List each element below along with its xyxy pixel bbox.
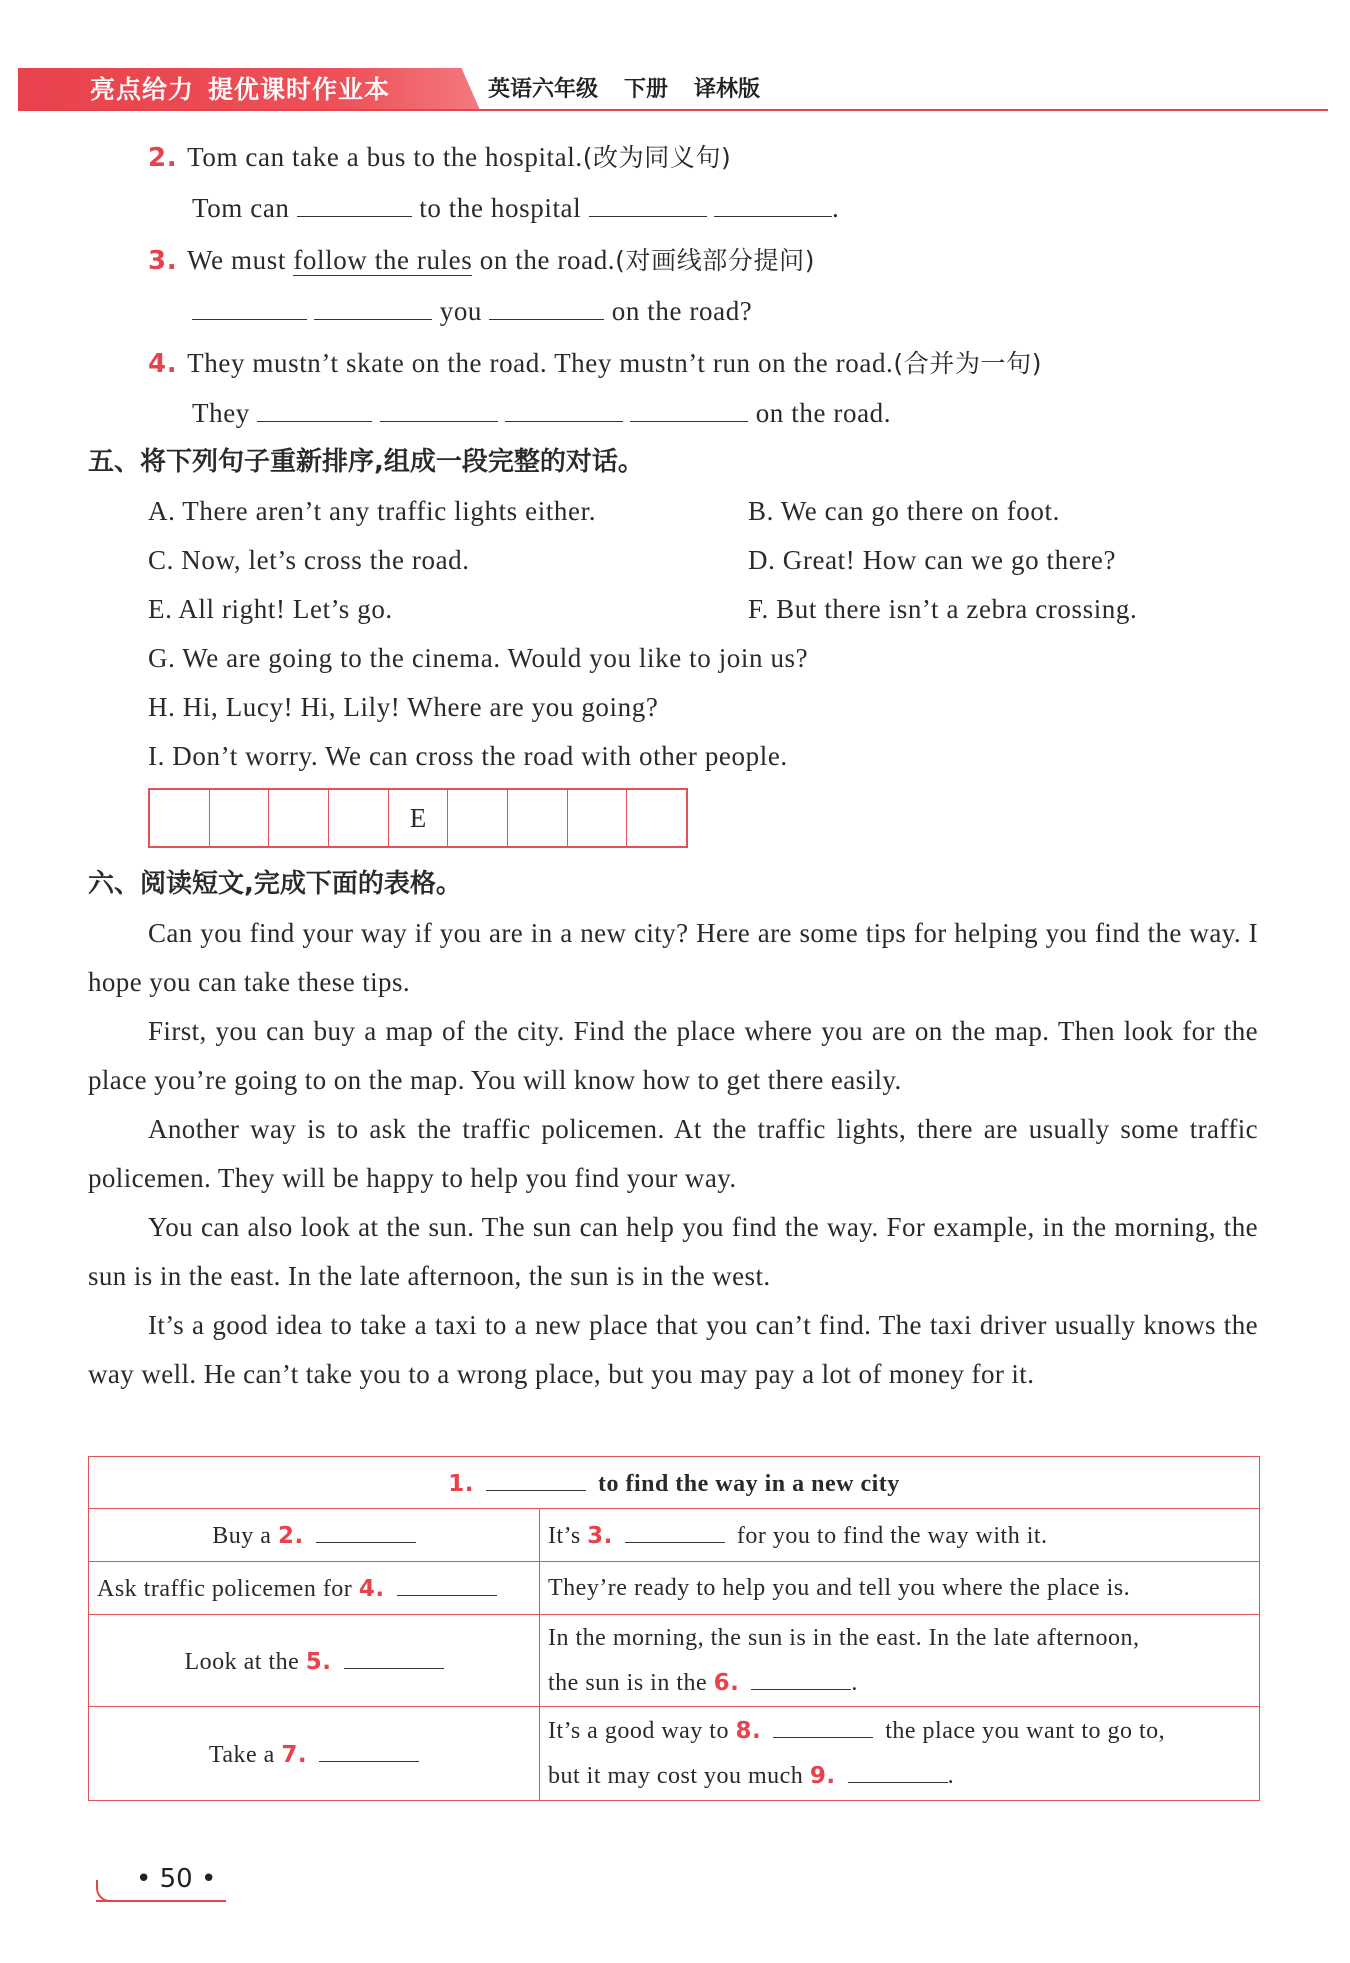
order-cell[interactable] <box>568 790 628 846</box>
cell-text: . <box>947 1762 955 1789</box>
answer-text: Tom can <box>192 193 290 223</box>
reading-paragraph: First, you can buy a map of the city. Find the place where you are on the map. Then look for the place you’re going to on the map. You will know how to get there easily. <box>88 1016 1258 1095</box>
blank-number: 1. <box>448 1470 474 1497</box>
header-volume: 下册 <box>624 77 669 102</box>
dialogue-option-a: A. There aren’t any traffic lights either. <box>148 496 597 526</box>
cell-text: for you to find the way with it. <box>736 1523 1048 1549</box>
tips-table <box>88 1456 1260 1801</box>
answer-blank[interactable] <box>714 190 832 217</box>
answer-blank[interactable] <box>316 1520 416 1543</box>
order-cell[interactable] <box>210 790 270 846</box>
answer-text: to the hospital <box>419 193 582 223</box>
blank-number: 5. <box>305 1648 332 1675</box>
cell-text: Look at the <box>184 1648 300 1675</box>
blank-number: 2. <box>277 1523 304 1549</box>
answer-blank[interactable] <box>751 1667 851 1690</box>
order-cell[interactable] <box>627 790 686 846</box>
page-number: • 50 • <box>136 1864 217 1894</box>
dialogue-option-g: G. We are going to the cinema. Would you like to join us? <box>148 643 809 673</box>
table-cell-left <box>89 1562 540 1615</box>
order-cell[interactable]: E <box>389 790 449 846</box>
blank-number: 8. <box>735 1717 762 1744</box>
order-cell[interactable] <box>508 790 568 846</box>
order-cell[interactable] <box>448 790 508 846</box>
answer-blank[interactable] <box>319 1739 419 1762</box>
section-6-title: 六、阅读短文,完成下面的表格。 <box>88 869 462 899</box>
answer-text: on the road. <box>755 398 892 428</box>
question-sentence: on the road. <box>479 245 616 275</box>
answer-blank[interactable] <box>397 1573 497 1596</box>
header-divider <box>18 109 1328 111</box>
answer-blank[interactable] <box>489 293 604 320</box>
table-header <box>89 1457 1260 1509</box>
answer-blank[interactable] <box>486 1468 586 1491</box>
answer-blank[interactable] <box>192 293 307 320</box>
answer-blank[interactable] <box>773 1715 873 1738</box>
reading-paragraph: It’s a good idea to take a taxi to a new place that you can’t find. The taxi driver usually knows the way well. He can’t take you to a wrong place, but you may pay a lot of money for it. <box>88 1310 1258 1389</box>
order-answer-box <box>148 788 688 848</box>
answer-blank[interactable] <box>257 395 372 422</box>
order-cell[interactable] <box>329 790 389 846</box>
table-cell-left <box>89 1707 540 1801</box>
dialogue-option-b: B. We can go there on foot. <box>748 496 1060 526</box>
dialogue-option-c: C. Now, let’s cross the road. <box>148 545 470 575</box>
cell-text: Ask traffic policemen for <box>97 1576 353 1602</box>
answer-text: They <box>192 398 250 428</box>
question-3 <box>148 243 815 278</box>
section-5-title: 五、将下列句子重新排序,组成一段完整的对话。 <box>88 447 644 477</box>
order-cell[interactable] <box>150 790 210 846</box>
answer-text: on the road? <box>611 296 753 326</box>
underlined-phrase: follow the rules <box>293 245 473 275</box>
header-edition: 译林版 <box>694 77 761 102</box>
question-4 <box>148 346 1042 381</box>
header-info <box>488 72 786 108</box>
question-number: 2. <box>148 143 178 173</box>
table-header-row <box>89 1457 1260 1509</box>
question-2-answer <box>192 190 839 225</box>
brand-series: 提优课时作业本 <box>208 75 391 104</box>
reading-paragraph: Another way is to ask the traffic policemen. At the traffic lights, there are usually some traffic policemen. They will be happy to help you find your way. <box>88 1114 1258 1193</box>
answer-blank[interactable] <box>625 1520 725 1543</box>
blank-number: 9. <box>809 1762 836 1789</box>
blank-number: 4. <box>358 1576 385 1602</box>
table-cell-right <box>540 1707 1260 1801</box>
dialogue-option-i: I. Don’t worry. We can cross the road with other people. <box>148 741 788 771</box>
table-cell-right <box>540 1509 1260 1562</box>
cell-text: the place you want to go to, <box>885 1717 1166 1744</box>
reading-paragraph: You can also look at the sun. The sun can help you find the way. For example, in the morning, the sun is in the east. In the late afternoon, the sun is in the west. <box>88 1212 1258 1291</box>
cell-text: the sun is in the <box>548 1669 708 1696</box>
table-row <box>89 1707 1260 1801</box>
question-sentence: They mustn’t skate on the road. They mustn’t run on the road. <box>187 348 894 378</box>
answer-blank[interactable] <box>630 395 748 422</box>
table-header-text: to find the way in a new city <box>597 1470 900 1497</box>
header-subject: 英语六年级 <box>488 77 599 102</box>
question-instruction: (改为同义句) <box>582 143 732 172</box>
question-instruction: (合并为一句) <box>893 349 1043 378</box>
header-brand <box>90 72 404 108</box>
answer-blank[interactable] <box>505 395 623 422</box>
question-4-answer <box>192 395 891 430</box>
blank-number: 3. <box>587 1523 613 1549</box>
question-3-answer <box>192 293 752 328</box>
cell-text: . <box>851 1669 858 1696</box>
question-instruction: (对画线部分提问) <box>615 246 816 275</box>
answer-blank[interactable] <box>589 190 707 217</box>
question-sentence: We must <box>187 245 286 275</box>
table-row <box>89 1509 1260 1562</box>
cell-text: It’s <box>548 1523 581 1549</box>
dialogue-option-e: E. All right! Let’s go. <box>148 594 393 624</box>
answer-blank[interactable] <box>380 395 498 422</box>
answer-blank[interactable] <box>848 1760 948 1783</box>
question-number: 4. <box>148 349 178 379</box>
cell-text: In the morning, the sun is in the east. In the late afternoon, <box>548 1624 1140 1651</box>
answer-blank[interactable] <box>314 293 432 320</box>
cell-text: but it may cost you much <box>548 1762 804 1789</box>
table-cell-right <box>540 1562 1260 1615</box>
answer-text: you <box>439 296 483 326</box>
table-row <box>89 1615 1260 1707</box>
cell-text: Buy a <box>212 1523 272 1549</box>
cell-text: It’s a good way to <box>548 1717 729 1744</box>
order-cell[interactable] <box>269 790 329 846</box>
brand-name: 亮点给力 <box>90 75 195 104</box>
table-cell-left <box>89 1509 540 1562</box>
cell-text: Take a <box>208 1741 275 1768</box>
reading-paragraph: Can you find your way if you are in a new city? Here are some tips for helping you find the way. I hope you can take these tips. <box>88 918 1258 997</box>
table-cell-right <box>540 1615 1260 1707</box>
answer-blank[interactable] <box>344 1646 444 1669</box>
blank-number: 6. <box>713 1669 740 1696</box>
answer-blank[interactable] <box>297 190 412 217</box>
question-sentence: Tom can take a bus to the hospital. <box>187 142 583 172</box>
question-2 <box>148 140 731 175</box>
dialogue-option-d: D. Great! How can we go there? <box>748 545 1117 575</box>
dialogue-option-f: F. But there isn’t a zebra crossing. <box>748 594 1138 624</box>
dialogue-option-h: H. Hi, Lucy! Hi, Lily! Where are you going? <box>148 692 659 722</box>
blank-number: 7. <box>281 1741 308 1768</box>
cell-text: They’re ready to help you and tell you where the place is. <box>548 1574 1131 1601</box>
table-row <box>89 1562 1260 1615</box>
answer-text: . <box>831 193 840 223</box>
question-number: 3. <box>148 246 178 276</box>
table-cell-left <box>89 1615 540 1707</box>
